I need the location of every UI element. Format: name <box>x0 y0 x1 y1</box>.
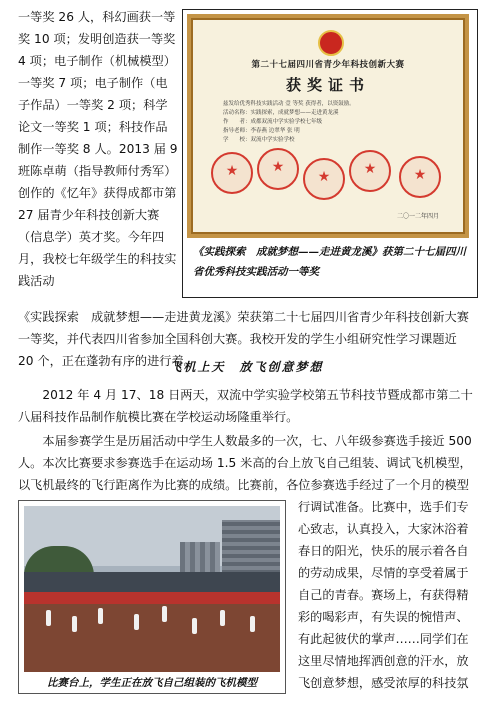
certificate-line: 活动名称：实践探索，成就梦想——走进黄龙溪 <box>223 110 339 116</box>
photo-caption: 比赛台上，学生正在放飞自己组装的飞机模型 <box>47 677 257 689</box>
certificate-line: 作 者：成都双流中学实验学校七年级 <box>223 119 323 125</box>
right-column-paragraph: 行调试准备。比赛中，选手们专心致志，认真投入，大家沐浴着春日的阳光，快乐的展示着各自的劳动成果，尽情的享受着属于自己的青春。赛场上，有获得精彩的喝彩声，有失误的惋惜声、有此起彼伏的掌声……同学们在这里尽情地挥洒创意的汗水，放飞创意梦想，感受浓厚的科技氛 <box>298 500 469 690</box>
certificate-line: 学 校：双流中学实验学校 <box>223 137 295 143</box>
seal-icon <box>349 150 391 192</box>
event-photo <box>24 506 280 672</box>
emblem-icon <box>318 30 344 56</box>
section-heading: 飞机上天 放飞创意梦想 <box>169 360 324 374</box>
certificate-image <box>187 14 469 238</box>
certificate-line: 兹发给优秀科技实践活动 壹 等奖 获得者，以资鼓励。 <box>223 101 355 107</box>
certificate-title: 第二十七届四川省青少年科技创新大赛 <box>251 60 405 70</box>
seal-icon <box>303 158 345 200</box>
left-column-paragraph: 一等奖 26 人，科幻画获一等奖 10 项；发明创造获一等奖 4 项；电子制作（机械模型）一等奖 7 项；电子制作（电子作品）一等奖 2 项；科学论文一等奖 1 项；科技作品制作一等奖 8 人。2013 届 9 班陈卓萌（指导教师付秀军）创作的《忆年》获得成都市第 27 届青少年科技创新大赛（信息学）英才奖。今年四月，我校七年级学生的科技实践活动 <box>18 10 178 288</box>
certificate-heading: 获奖证书 <box>285 76 370 94</box>
certificate-body <box>223 100 423 145</box>
certificate-figure <box>182 9 478 298</box>
certificate-caption: 《实践探索 成就梦想——走进黄龙溪》获第二十七届四川省优秀科技实践活动一等奖 <box>193 246 466 278</box>
certificate-line: 指导老师：李春燕 边翠华 张 明 <box>223 128 300 134</box>
seal-group <box>211 148 451 212</box>
paragraph-continue: 《实践探索 成就梦想——走进黄龙溪》荣获第二十七届四川省青少年科技创新大赛一等奖，并代表四川省参加全国科创大赛。我校开发的学生小组研究性学习课题近 20 个，正在蓬勃有序的进行着。 <box>18 310 469 368</box>
certificate-date: 二〇一二年四月 <box>396 213 439 220</box>
photo-figure <box>18 500 286 694</box>
seal-icon <box>399 156 441 198</box>
paragraph-2: 2012 年 4 月 17、18 日两天，双流中学实验学校第五节科技节暨成都市第二十八届科技作品制作航模比赛在学校运动场隆重举行。 <box>18 388 473 424</box>
paragraph-3: 本届参赛学生是历届活动中学生人数最多的一次，七、八年级参赛选手接近 500 人。本次比赛要求参赛选手在运动场 1.5 米高的台上放飞自己组装、调试飞机模型，以飞机最终的飞行距离作为比赛的成绩。比赛前，各位参赛选手经过了一个月的模型 <box>18 434 472 492</box>
seal-icon <box>257 148 299 190</box>
seal-icon <box>211 152 253 194</box>
